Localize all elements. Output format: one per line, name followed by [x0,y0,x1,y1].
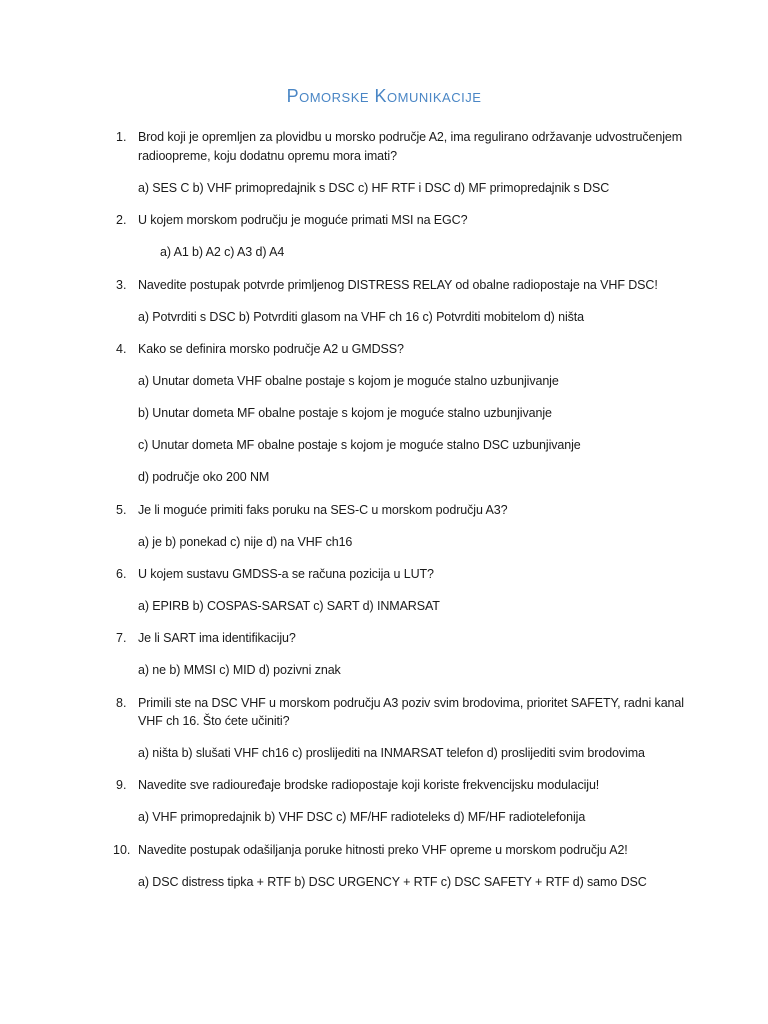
question-5-text: Je li moguće primiti faks poruku na SES-C u morskom području A3? [138,503,508,517]
question-2-text: U kojem morskom području je moguće primati MSI na EGC? [138,213,468,227]
question-5-answers: a) je b) ponekad c) nije d) na VHF ch16 [138,535,353,549]
question-9-answers: a) VHF primopredajnik b) VHF DSC c) MF/HF radioteleks d) MF/HF radiotelefonija [138,810,586,824]
question-1-text: Brod koji je opremljen za plovidbu u morsko područje A2, ima regulirano održavanje udvostručenjem [138,130,683,144]
question-2-answers: a) A1 b) A2 c) A3 d) A4 [160,245,285,259]
question-10-number: 10. [113,843,131,857]
question-7-number: 7. [116,631,127,645]
question-6-answers: a) EPIRB b) COSPAS-SARSAT c) SART d) INMARSAT [138,599,440,613]
question-8-text-cont: VHF ch 16. Što ćete učiniti? [138,714,290,728]
question-1-answers: a) SES C b) VHF primopredajnik s DSC c) HF RTF i DSC d) MF primopredajnik s DSC [138,181,610,195]
question-2-number: 2. [116,213,127,227]
question-4-answer-b: b) Unutar dometa MF obalne postaje s kojom je moguće stalno uzbunjivanje [138,406,552,420]
question-3-text: Navedite postupak potvrde primljenog DISTRESS RELAY od obalne radiopostaje na VHF DSC! [138,278,658,292]
question-6-number: 6. [116,567,127,581]
question-5-number: 5. [116,503,127,517]
question-4-answer-d: d) područje oko 200 NM [138,470,270,484]
question-1-text-cont: radioopreme, koju dodatnu opremu mora imati? [138,149,397,163]
question-4-number: 4. [116,342,127,356]
question-8-answers: a) ništa b) slušati VHF ch16 c) proslijediti na INMARSAT telefon d) proslijediti svim brodovima [138,746,645,760]
question-4-answer-c: c) Unutar dometa MF obalne postaje s kojom je moguće stalno DSC uzbunjivanje [138,438,581,452]
question-9-number: 9. [116,778,127,792]
question-7-text: Je li SART ima identifikaciju? [138,631,296,645]
question-4-text: Kako se definira morsko područje A2 u GMDSS? [138,342,404,356]
question-10-answers: a) DSC distress tipka + RTF b) DSC URGENCY + RTF c) DSC SAFETY + RTF d) samo DSC [138,875,647,889]
question-8-text: Primili ste na DSC VHF u morskom području A3 poziv svim brodovima, prioritet SAFETY, radni kanal [138,696,684,710]
question-4-answer-a: a) Unutar dometa VHF obalne postaje s kojom je moguće stalno uzbunjivanje [138,374,559,388]
question-3-number: 3. [116,278,127,292]
question-1-number: 1. [116,130,127,144]
question-7-answers: a) ne b) MMSI c) MID d) pozivni znak [138,663,341,677]
question-3-answers: a) Potvrditi s DSC b) Potvrditi glasom na VHF ch 16 c) Potvrditi mobitelom d) ništa [138,310,585,324]
question-9-text: Navedite sve radiouređaje brodske radiopostaje koji koriste frekvencijsku modulaciju! [138,778,600,792]
question-6-text: U kojem sustavu GMDSS-a se računa pozicija u LUT? [138,567,434,581]
question-10-text: Navedite postupak odašiljanja poruke hitnosti preko VHF opreme u morskom području A2! [138,843,628,857]
question-8-number: 8. [116,696,127,710]
page-title: Pomorske Komunikacije [286,86,482,106]
